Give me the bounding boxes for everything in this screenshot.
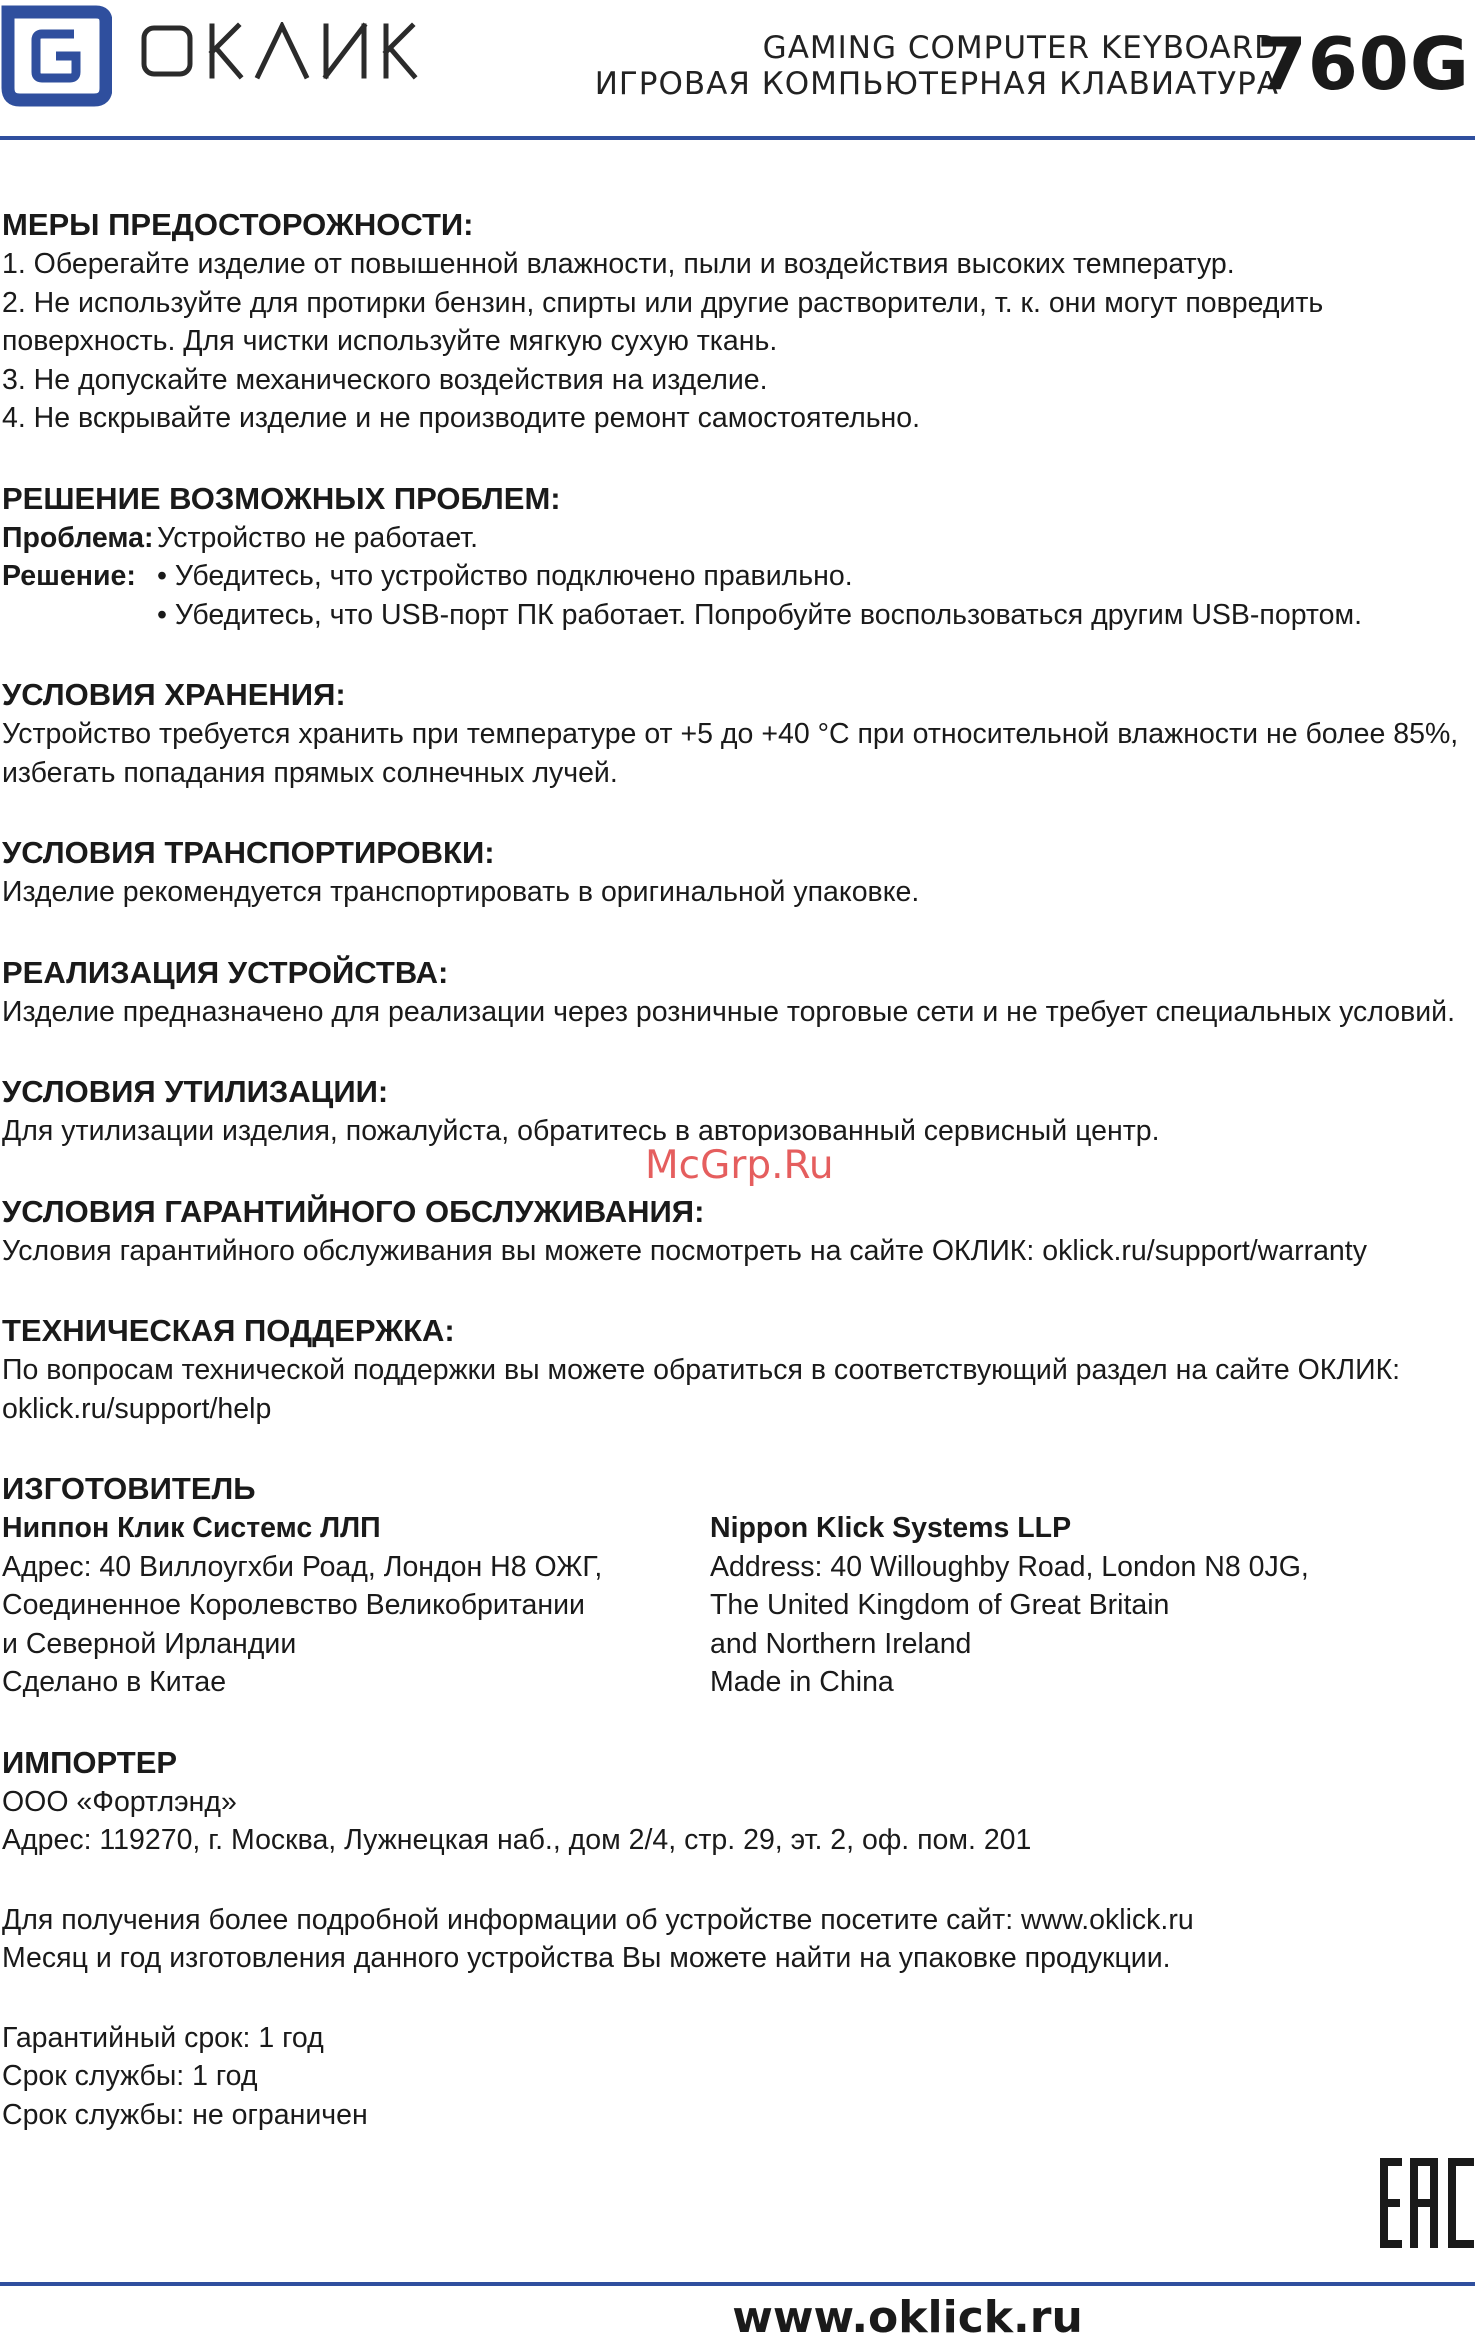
manufacturer-name: Ниппон Клик Системс ЛЛП	[2, 1512, 381, 1544]
importer-address: Адрес: 119270, г. Москва, Лужнецкая наб., дом 2/4, стр. 29, эт. 2, оф. пом. 201	[2, 1824, 1032, 1856]
manufacturer-section	[2, 1469, 1472, 1702]
section-title: УСЛОВИЯ ТРАНСПОРТИРОВКИ:	[2, 835, 495, 870]
precautions-section	[2, 205, 1472, 438]
address-line: Адрес: 40 Виллоугхби Роад, Лондон Н8 ОЖГ,	[2, 1550, 603, 1583]
oklick-logo-icon	[0, 0, 112, 112]
oklick-wordmark	[140, 22, 475, 117]
manufacturer-name: Nippon Klick Systems LLP	[710, 1512, 1072, 1544]
storage-section	[2, 675, 1472, 792]
transport-section	[2, 833, 1472, 912]
product-title-ru: ИГРОВАЯ КОМПЬЮТЕРНАЯ КЛАВИАТУРА	[594, 66, 1279, 102]
document-body	[2, 205, 1472, 2175]
section-title: ИМПОРТЕР	[2, 1744, 178, 1780]
importer-section	[2, 1743, 1472, 1860]
list-item: 3. Не допускайте механического воздействия на изделие.	[2, 363, 768, 396]
support-section	[2, 1311, 1472, 1428]
section-text: Изделие рекомендуется транспортировать в оригинальной упаковке.	[2, 876, 920, 908]
section-title: РЕАЛИЗАЦИЯ УСТРОЙСТВА:	[2, 954, 449, 990]
address-line: Соединенное Королевство Великобритании	[2, 1589, 585, 1621]
section-title: ТЕХНИЧЕСКАЯ ПОДДЕРЖКА:	[2, 1313, 455, 1348]
solution-label: Решение:	[2, 560, 136, 592]
address-line: The United Kingdom of Great Britain	[710, 1589, 1170, 1621]
warranty-section	[2, 1192, 1472, 1271]
list-item: 2. Не используйте для протирки бензин, спирты или другие растворители, т. к. они могут повредить поверхность. Для чистки используйте мягкую сухую ткань.	[2, 286, 1324, 357]
section-text: Изделие предназначено для реализации через розничные торговые сети и не требует специальных условий.	[2, 995, 1455, 1028]
manufacturer-columns	[2, 1509, 1472, 1702]
info-line: Месяц и год изготовления данного устройства Вы можете найти на упаковке продукции.	[2, 1942, 1171, 1974]
footer-website[interactable]: www.oklick.ru	[732, 2292, 1083, 2343]
solution-text: • Убедитесь, что USB-порт ПК работает. Попробуйте воспользоваться другим USB-портом.	[157, 598, 1363, 631]
watermark: McGrp.Ru	[645, 1143, 834, 1188]
address-line: Сделано в Китае	[2, 1666, 227, 1698]
disposal-section	[2, 1072, 1472, 1151]
list-item: 1. Оберегайте изделие от повышенной влажности, пыли и воздействия высоких температур.	[2, 248, 1235, 280]
model-number: 760G	[1256, 22, 1470, 106]
section-title: ИЗГОТОВИТЕЛЬ	[2, 1471, 256, 1506]
section-text: Устройство требуется хранить при температуре от +5 до +40 °С при относительной влажности не более 85%, избегать попадания прямых солнечных лучей.	[2, 718, 1459, 789]
manufacturer-ru	[2, 1509, 710, 1702]
info-line: Для получения более подробной информации об устройстве посетите сайт: www.oklick.ru	[2, 1903, 1194, 1936]
eac-certification-icon	[1380, 2158, 1474, 2248]
section-title: УСЛОВИЯ УТИЛИЗАЦИИ:	[2, 1074, 389, 1109]
manufacturer-en	[710, 1509, 1418, 1702]
importer-name: ООО «Фортлэнд»	[2, 1785, 237, 1818]
solution-row	[2, 557, 1472, 596]
section-text: По вопросам технической поддержки вы можете обратиться в соответствующий раздел на сайте ОКЛИК: oklick.ru/support/help	[2, 1354, 1401, 1425]
problem-label: Проблема:	[2, 521, 154, 554]
list-item: 4. Не вскрывайте изделие и не производите ремонт самостоятельно.	[2, 402, 921, 434]
address-line: Made in China	[710, 1666, 894, 1698]
section-text: Для утилизации изделия, пожалуйста, обратитесь в авторизованный сервисный центр.	[2, 1115, 1160, 1147]
problem-row	[2, 519, 1472, 558]
section-text: Условия гарантийного обслуживания вы можете посмотреть на сайте ОКЛИК: oklick.ru/support/warranty	[2, 1234, 1367, 1267]
sales-section	[2, 953, 1472, 1032]
header-divider	[0, 136, 1475, 140]
warranty-period: Гарантийный срок: 1 год	[2, 2021, 324, 2054]
address-line: Address: 40 Willoughby Road, London N8 0JG,	[710, 1550, 1309, 1583]
section-title: УСЛОВИЯ ГАРАНТИЙНОГО ОБСЛУЖИВАНИЯ:	[2, 1193, 705, 1229]
product-title-en: GAMING COMPUTER KEYBOARD	[762, 30, 1279, 66]
address-line: and Northern Ireland	[710, 1627, 972, 1660]
address-line: и Северной Ирландии	[2, 1627, 297, 1660]
service-life: Срок службы: 1 год	[2, 2060, 258, 2092]
troubleshooting-section	[2, 479, 1472, 635]
terms-section	[2, 2019, 1472, 2135]
solution-text: • Убедитесь, что устройство подключено правильно.	[157, 560, 853, 592]
section-title: РЕШЕНИЕ ВОЗМОЖНЫХ ПРОБЛЕМ:	[2, 480, 561, 516]
storage-life: Срок службы: не ограничен	[2, 2098, 368, 2131]
problem-text: Устройство не работает.	[157, 521, 479, 554]
info-section	[2, 1901, 1472, 1978]
footer-divider	[0, 2282, 1475, 2286]
document-header	[0, 0, 1475, 140]
section-title: МЕРЫ ПРЕДОСТОРОЖНОСТИ:	[2, 207, 474, 242]
section-title: УСЛОВИЯ ХРАНЕНИЯ:	[2, 677, 346, 712]
